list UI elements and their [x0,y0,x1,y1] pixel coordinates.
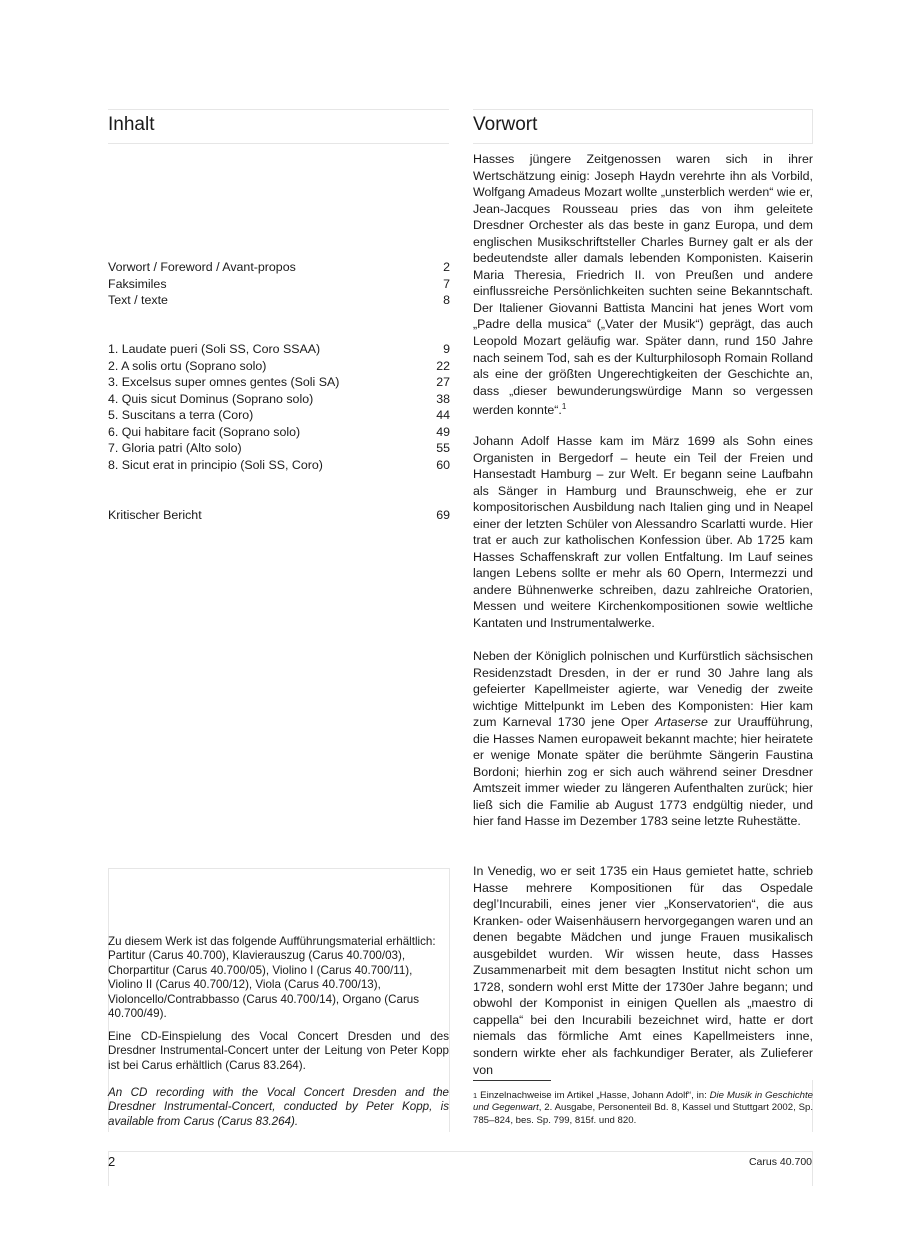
toc-entry[interactable] [108,341,450,358]
toc-entry-title: Text / texte [108,293,168,307]
toc-entry-title: 3. Excelsus super omnes gentes (Soli SA) [108,375,340,389]
toc-entry-page: 55 [436,441,450,455]
footer-rule [108,1151,813,1152]
preface-paragraph-2 [473,433,813,632]
preface-paragraph-1 [473,151,813,419]
cd-notice-german [108,1030,449,1073]
footnote-text: Einzelnachweise im Artikel „Hasse, Johann Adolf“, in: [480,1090,707,1101]
toc-entry-page: 7 [443,276,450,291]
toc-entry[interactable] [108,276,450,293]
toc-entry-title: 1. Laudate pueri (Soli SS, Coro SSAA) [108,342,321,356]
footnote-separator [473,1080,551,1081]
toc-entry-title: Faksimiles [108,276,167,291]
page-number: 2 [108,1154,116,1169]
footnote-text: , 2. Ausgabe, Personenteil Bd. 8, Kassel und Stuttgart 2002, Sp. 785–824, bes. Sp. 799, 815f. und 820. [473,1102,813,1126]
toc-entry[interactable] [108,358,450,375]
preface-text: zur Uraufführung, die Hasses Namen europaweit bekannt machte; hier heiratete er wenige Monate später die berühmte Sängerin Faustina Bordoni; hierhin zog er sich auch während seiner Dresdner Amtszeit immer wieder zu längeren Aufenthalten zurück; hier ließ sich die Familie ab August 1773 endgültig nieder, und hier fand Hasse im Dezember 1783 seine letzte Ruhestätte. [473,715,813,829]
toc-entry-title: 2. A solis ortu (Soprano solo) [108,358,267,373]
toc-entry-page: 38 [436,391,450,406]
toc-group-appendix [108,507,450,524]
footnote-reference[interactable]: 1 [561,402,567,412]
footnote-source: Die Musik in Geschichte und Gegenwart [473,1090,814,1114]
preface-paragraph-4 [473,863,813,1078]
preface-header-rule-right [812,109,813,143]
toc-entry-title: 8. Sicut erat in principio (Soli SS, Coro) [108,457,323,472]
toc-entry-title: 5. Suscitans a terra (Coro) [108,408,254,422]
toc-entry[interactable] [108,440,450,457]
toc-entry-title: Kritischer Bericht [108,508,202,522]
preface-text: Hasses jüngere Zeitgenossen waren sich in ihrer Wertschätzung einig: Joseph Haydn verehrte ihn als Vorbild, Wolfgang Amadeus Mozart wollte „unsterblich werden“ wie er, Jean-Jacques Rousseau pries das von ihm geleitete Dresdner Orchester als das beste in ganz Europa, und dem englischen Musikschriftsteller Charles Burney galt er als der bedeutendste aller damals lebenden Komponisten. Kaiserin Maria Theresia, Friedrich II. von Preußen und andere einflussreiche Persönlichkeiten suchten seine Bekanntschaft. Der Italiener Giovanni Battista Mancini hat jenes Wort vom „Padre della musica“ („Vater der Musik“) geprägt, das auch Leopold Mozart geläufig war. Später dann, rund 150 Jahre nach seinem Tod, sah es der Kulturphilosoph Romain Rolland als eine der größten Ungerechtigkeiten der Geschichte an, dass „dieser bewunderungswürdige Mann so vergessen werden konnte“. [473,152,813,418]
toc-entry-page: 60 [436,457,450,472]
toc-entry-page: 69 [436,508,450,522]
catalog-number: Carus 40.700 [748,1156,812,1168]
opera-title: Artaserse [654,715,708,730]
cd-recording-english: An CD recording with the Vocal Concert Dresden and the Dresdner Instrumental-Concert, conducted by Peter Kopp, is available from Carus (Carus 83.264). [108,1086,449,1128]
preface-text: Neben der Königlich polnischen und Kurfürstlich sächsischen Residenzstadt Dresden, in der er rund 30 Jahre lang als gefeierter Kapellmeister agierte, war Venedig der zweite wichtige Mittelpunkt im Leben des Komponisten: Hier kam zum Karneval 1730 jene Oper [473,649,813,730]
cd-notice-english [108,1086,449,1129]
toc-entry[interactable] [108,507,450,524]
performance-material-list: Zu diesem Werk ist das folgende Aufführungsmaterial erhältlich: Partitur (Carus 40.700), Klavierauszug (Carus 40.700/03), Chorpartitur (Carus 40.700/05), Violino I (Carus 40.700/11), Violino II (Carus 40.700/12), Viola (Carus 40.700/13), Violoncello/Contrabbasso (Carus 40.700/14), Organo (Carus 40.700/49). [108,935,436,1021]
contents-header-rule-bottom [108,143,449,144]
toc-entry-title: 6. Qui habitare facit (Soprano solo) [108,424,301,439]
cd-recording-german: Eine CD-Einspielung des Vocal Concert Dresden und des Dresdner Instrumental-Concert unter der Leitung von Peter Kopp ist bei Carus erhältlich (Carus 83.264). [108,1030,449,1072]
performance-material-notice [108,935,449,1021]
footnote-mark: 1 [473,1091,478,1100]
toc-entry-page: 27 [436,375,450,389]
toc-entry-page: 49 [436,424,450,439]
toc-entry-title: 4. Quis sicut Dominus (Soprano solo) [108,391,314,406]
toc-entry[interactable] [108,457,450,474]
toc-entry-page: 22 [436,358,450,373]
preface-header-rule-top [473,109,813,110]
contents-header-rule-top [108,109,449,110]
toc-entry-page: 44 [436,408,450,422]
preface-heading: Vorwort [473,114,538,135]
toc-group-movements [108,341,450,473]
footer-rule-right [812,1151,813,1186]
toc-entry-page: 9 [443,342,450,356]
toc-entry-title: 7. Gloria patri (Alto solo) [108,441,242,455]
preface-text: Johann Adolf Hasse kam im März 1699 als Sohn eines Organisten in Bergedorf – heute ein Teil der Freien und Hansestadt Hamburg – zur Welt. Er begann seine Laufbahn als Sänger in Hamburg und Braunschweig, ehe er zur kompositorischen Ausbildung nach Italien ging und in Neapel einer der letzten Schüler von Alessandro Scarlatti wurde. Hier trat er auch zur katholischen Konfession über. Ab 1725 kam Hasses Schaffenskraft zur vollen Entfaltung. Im Lauf seines langen Lebens sollte er mehr als 60 Opern, Intermezzi und andere Bühnenwerke schreiben, dazu zahlreiche Oratorien, Messen und weitere Kirchenkompositionen sowie weltliche Kantaten und Instrumentalwerke. [473,434,813,631]
toc-entry[interactable] [108,259,450,276]
preface-header-rule-bottom [473,143,813,144]
toc-entry[interactable] [108,391,450,408]
preface-paragraph-3 [473,648,813,830]
toc-entry-page: 8 [443,293,450,307]
toc-entry-title: Vorwort / Foreword / Avant-propos [108,260,296,274]
toc-entry[interactable] [108,424,450,441]
notice-box-rule-right [449,868,450,1132]
toc-entry[interactable] [108,407,450,424]
notice-box-rule-top [108,868,449,869]
toc-entry[interactable] [108,374,450,391]
preface-text: In Venedig, wo er seit 1735 ein Haus gemietet hatte, schrieb Hasse mehrere Kompositionen für das Ospedale degl’Incurabili, eines jener vier „Konservatorien“, die aus Kranken- oder Waisenhäusern hervorgegangen waren und an denen begabte Mädchen und junge Frauen musikalisch ausgebildet wurden. Wir wissen heute, dass Hasses Zusammenarbeit mit dem besagten Institut nicht schon um 1728, sondern wohl erst Mitte der 1730er Jahre begann; und obwohl der Komponist in einigen Quellen als „maestro di cappella“ bei den Incurabili bezeichnet wird, hatte er dort niemals das förmliche Amt eines Kapellmeisters inne, sondern wirkte eher als fachkundiger Berater, als Zulieferer von [473,864,813,1077]
footnote [473,1090,813,1127]
toc-group-front-matter [108,259,450,309]
toc-entry-page: 2 [443,260,450,274]
contents-heading: Inhalt [108,114,155,135]
toc-entry[interactable] [108,292,450,309]
